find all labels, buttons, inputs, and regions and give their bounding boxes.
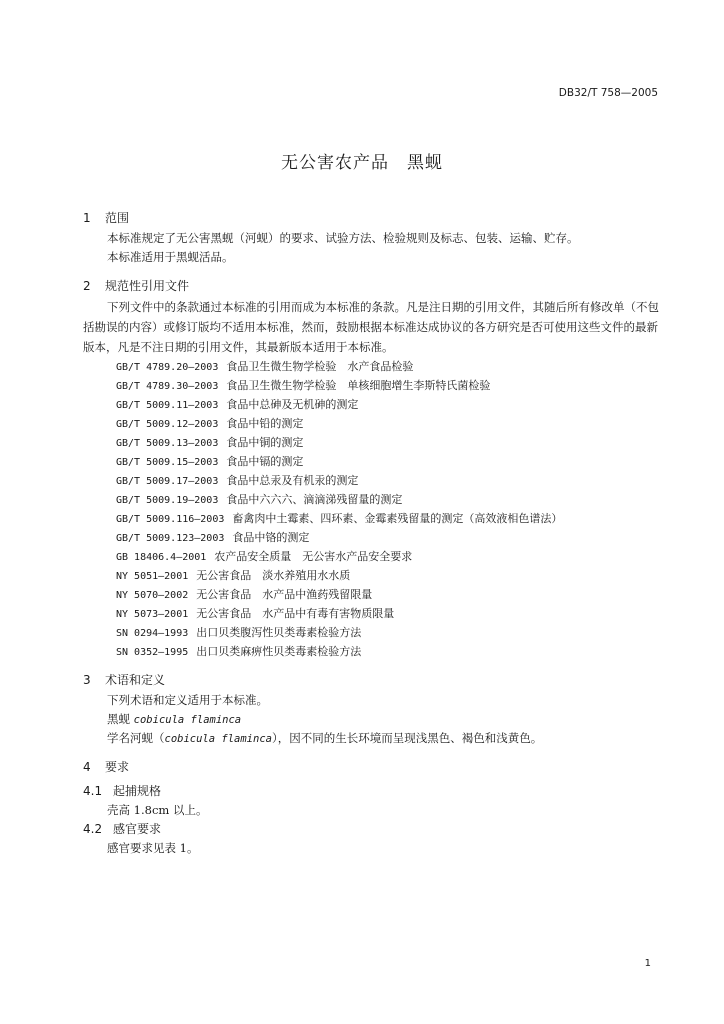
reference-item [83,585,663,604]
scope-line-1: 本标准规定了无公害黑蚬（河蚬）的要求、试验方法、检验规则及标志、包装、运输、贮存。 [107,231,579,245]
term-chinese: 黑蚬 [107,712,130,726]
size-requirement: 壳高 1.8cm 以上。 [107,803,208,817]
subsection-title: 起捕规格 [113,784,162,798]
reference-item [83,509,663,528]
section-title: 术语和定义 [105,673,166,687]
term-entry [83,710,663,729]
section-title: 范围 [105,211,130,225]
reference-item [83,433,663,452]
reference-code: GB/T 5009.15—2003 [116,457,219,468]
reference-title: 无公害食品 水产品中有毒有害物质限量 [196,607,395,620]
reference-item [83,623,663,642]
reference-list [83,357,663,661]
reference-item [83,471,663,490]
reference-code: GB/T 4789.30—2003 [116,381,219,392]
term-definition [83,729,663,748]
standard-code: DB32/T 758—2005 [558,87,658,99]
reference-title: 无公害食品 淡水养殖用水水质 [196,569,351,582]
reference-title: 食品中镉的测定 [226,455,304,468]
reference-code: NY 5070—2002 [116,590,189,601]
reference-item [83,357,663,376]
reference-title: 食品中总汞及有机汞的测定 [226,474,359,487]
reference-item [83,642,663,661]
reference-item [83,452,663,471]
reference-title: 食品卫生微生物学检验 单核细胞增生李斯特氏菌检验 [226,379,491,392]
reference-item [83,528,663,547]
reference-code: GB/T 4789.20—2003 [116,362,219,373]
subsection-title: 感官要求 [113,822,162,836]
reference-item [83,547,663,566]
reference-code: GB/T 5009.19—2003 [116,495,219,506]
section-number: 4 [83,760,91,774]
reference-title: 出口贝类麻痹性贝类毒素检验方法 [196,645,362,658]
subsection-4-2-heading [83,820,663,839]
document-title: 无公害农产品 黑蚬 [281,153,443,173]
sensory-requirement: 感官要求见表 1。 [107,841,199,855]
reference-code: SN 0352—1995 [116,647,189,658]
reference-code: GB/T 5009.11—2003 [116,400,219,411]
reference-code: GB/T 5009.17—2003 [116,476,219,487]
reference-title: 食品卫生微生物学检验 水产食品检验 [226,360,414,373]
reference-code: GB/T 5009.116—2003 [116,514,225,525]
document-body [83,208,663,858]
reference-title: 畜禽肉中土霉素、四环素、金霉素残留量的测定（高效液相色谱法） [232,512,563,525]
definition-latin: cobicula flaminca [164,733,272,745]
reference-title: 农产品安全质量 无公害水产品安全要求 [214,550,413,563]
definition-prefix: 学名河蚬（ [107,731,165,745]
reference-code: GB/T 5009.12—2003 [116,419,219,430]
definition-suffix: ），因不同的生长环境而呈现浅黑色、褐色和浅黄色。 [271,731,543,745]
section-number: 3 [83,673,91,687]
reference-title: 出口贝类腹泻性贝类毒素检验方法 [196,626,362,639]
section-title: 规范性引用文件 [105,279,190,293]
reference-item [83,566,663,585]
references-intro: 下列文件中的条款通过本标准的引用而成为本标准的条款。凡是注日期的引用文件，其随后所有修改单（不包括勘误的内容）或修订版均不适用本标准，然而，鼓励根据本标准达成协议的各方研究是否可使用这些文件的最新版本，凡是不注日期的引用文件，其最新版本适用于本标准。 [83,300,659,354]
reference-title: 食品中铅的测定 [226,417,304,430]
reference-code: NY 5051—2001 [116,571,189,582]
section-3-heading [83,670,663,691]
scope-line-2: 本标准适用于黑蚬活品。 [107,250,234,264]
reference-title: 食品中铜的测定 [226,436,304,449]
section-number: 2 [83,279,91,293]
reference-code: GB/T 5009.123—2003 [116,533,225,544]
section-2-heading [83,276,663,297]
section-title: 要求 [105,760,130,774]
subsection-4-1-heading [83,782,663,801]
reference-code: GB/T 5009.13—2003 [116,438,219,449]
reference-code: GB 18406.4—2001 [116,552,207,563]
reference-title: 无公害食品 水产品中渔药残留限量 [196,588,373,601]
reference-code: SN 0294—1993 [116,628,189,639]
section-1-heading [83,208,663,229]
page-number: 1 [644,958,651,969]
reference-title: 食品中总砷及无机砷的测定 [226,398,359,411]
reference-title: 食品中六六六、滴滴涕残留量的测定 [226,493,403,506]
reference-item [83,376,663,395]
reference-item [83,395,663,414]
reference-item [83,414,663,433]
section-number: 1 [83,211,91,225]
section-4-heading [83,757,663,778]
terms-intro: 下列术语和定义适用于本标准。 [107,693,268,707]
reference-title: 食品中铬的测定 [232,531,310,544]
subsection-number: 4.2 [83,822,103,836]
reference-item [83,604,663,623]
reference-code: NY 5073—2001 [116,609,189,620]
term-latin: cobicula flaminca [133,714,242,726]
reference-item [83,490,663,509]
subsection-number: 4.1 [83,784,103,798]
